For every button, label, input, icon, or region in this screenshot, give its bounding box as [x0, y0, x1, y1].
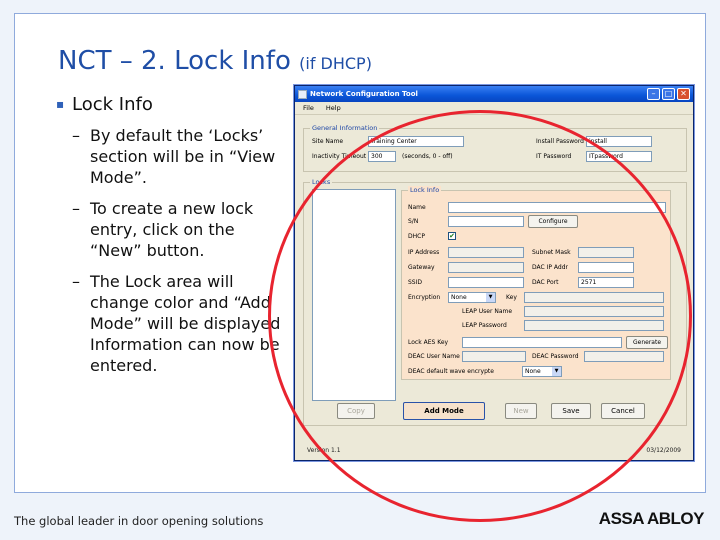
app-icon	[298, 90, 307, 99]
dash-marker: –	[72, 199, 80, 218]
ip-address-field[interactable]	[448, 247, 524, 258]
deac-password-label: DEAC Password	[532, 353, 579, 360]
dhcp-label: DHCP	[408, 233, 425, 240]
key-field[interactable]	[524, 292, 664, 303]
ssid-field[interactable]	[448, 277, 524, 288]
lock-info-label: Lock Info	[410, 186, 440, 194]
dac-ip-label: DAC IP Addr	[532, 264, 568, 271]
footer-tagline: The global leader in door opening solutions	[14, 514, 264, 528]
sub-bullet	[56, 125, 291, 188]
maximize-icon[interactable]: □	[662, 88, 675, 100]
copy-button[interactable]: Copy	[337, 403, 375, 419]
ip-address-label: IP Address	[408, 249, 440, 256]
inactivity-timeout-label: Inactivity Timeout	[312, 153, 367, 160]
subnet-mask-label: Subnet Mask	[532, 249, 571, 256]
it-password-label: IT Password	[536, 153, 572, 160]
name-field[interactable]	[448, 202, 666, 213]
lock-aes-key-label: Lock AES Key	[408, 339, 449, 346]
encryption-label: Encryption	[408, 294, 441, 301]
install-password-label: Install Password	[536, 138, 584, 145]
square-bullet-icon: ▪	[56, 97, 65, 111]
dac-port-label: DAC Port	[532, 279, 559, 286]
network-configuration-window	[294, 85, 694, 461]
bullet-list	[56, 94, 291, 386]
general-information-group	[303, 124, 687, 172]
gateway-label: Gateway	[408, 264, 435, 271]
chevron-down-icon: ▼	[552, 367, 561, 376]
lock-info-panel	[401, 186, 671, 380]
slide-title-suffix: (if DHCP)	[299, 54, 372, 73]
deac-default-value: None	[525, 368, 541, 375]
name-label: Name	[408, 204, 426, 211]
deac-default-label: DEAC default wave encrypte	[408, 368, 494, 375]
locks-group-label: Locks	[312, 178, 331, 186]
key-label: Key	[506, 294, 517, 301]
locks-list[interactable]	[312, 189, 396, 401]
dash-marker: –	[72, 272, 80, 291]
sub-bullet-text: The Lock area will change color and “Add Mode” will be displayed Information can now be entered.	[90, 272, 281, 375]
deac-user-field[interactable]	[462, 351, 526, 362]
sn-field[interactable]	[448, 216, 524, 227]
ssid-label: SSID	[408, 279, 423, 286]
leap-user-field[interactable]	[524, 306, 664, 317]
dac-port-field[interactable]: 2571	[578, 277, 634, 288]
window-titlebar[interactable]	[295, 86, 693, 102]
date-text: 03/12/2009	[646, 447, 681, 454]
dhcp-checkbox[interactable]: ✔	[449, 232, 455, 240]
encryption-select[interactable]	[448, 292, 496, 303]
deac-user-label: DEAC User Name	[408, 353, 460, 360]
slide-title-main: NCT – 2. Lock Info	[58, 46, 291, 76]
add-mode-indicator: Add Mode	[403, 402, 485, 420]
inactivity-timeout-field[interactable]: 300	[368, 151, 396, 162]
site-name-field[interactable]: Training Center	[368, 136, 464, 147]
gateway-field[interactable]	[448, 262, 524, 273]
window-controls	[647, 88, 690, 100]
sn-label: S/N	[408, 218, 419, 225]
inactivity-hint: (seconds, 0 - off)	[402, 153, 453, 160]
it-password-field[interactable]: ITpassword	[586, 151, 652, 162]
generate-button[interactable]: Generate	[626, 336, 668, 349]
assa-abloy-logo: ASSA ABLOY	[598, 509, 704, 528]
leap-password-label: LEAP Password	[462, 322, 507, 329]
encryption-value: None	[451, 294, 467, 301]
dac-ip-field[interactable]	[578, 262, 634, 273]
install-password-field[interactable]: install	[586, 136, 652, 147]
new-button[interactable]: New	[505, 403, 537, 419]
leap-password-field[interactable]	[524, 320, 664, 331]
main-bullet-text: Lock Info	[72, 94, 153, 115]
chevron-down-icon: ▼	[486, 293, 495, 302]
sub-bullet-text: By default the ‘Locks’ section will be in “View Mode”.	[90, 126, 276, 187]
dash-marker: –	[72, 126, 80, 145]
cancel-button[interactable]: Cancel	[601, 403, 645, 419]
slide-title	[58, 46, 372, 76]
general-information-label: General Information	[312, 124, 378, 132]
save-button[interactable]: Save	[551, 403, 591, 419]
menu-help[interactable]: Help	[325, 104, 341, 112]
version-text: Version 1.1	[307, 447, 341, 454]
deac-default-select[interactable]	[522, 366, 562, 377]
minimize-icon[interactable]: –	[647, 88, 660, 100]
menu-file[interactable]: File	[303, 104, 314, 112]
status-bar	[307, 447, 681, 454]
main-bullet	[56, 94, 291, 115]
site-name-label: Site Name	[312, 138, 344, 145]
menu-bar	[295, 102, 693, 115]
leap-user-label: LEAP User Name	[462, 308, 513, 315]
sub-bullet	[56, 198, 291, 261]
configure-button[interactable]: Configure	[528, 215, 578, 228]
window-title: Network Configuration Tool	[310, 90, 418, 98]
subnet-mask-field[interactable]	[578, 247, 634, 258]
sub-bullet-text: To create a new lock entry, click on the “New” button.	[90, 199, 254, 260]
deac-password-field[interactable]	[584, 351, 664, 362]
lock-aes-key-field[interactable]	[462, 337, 622, 348]
close-icon[interactable]: ✕	[677, 88, 690, 100]
sub-bullet	[56, 271, 291, 376]
